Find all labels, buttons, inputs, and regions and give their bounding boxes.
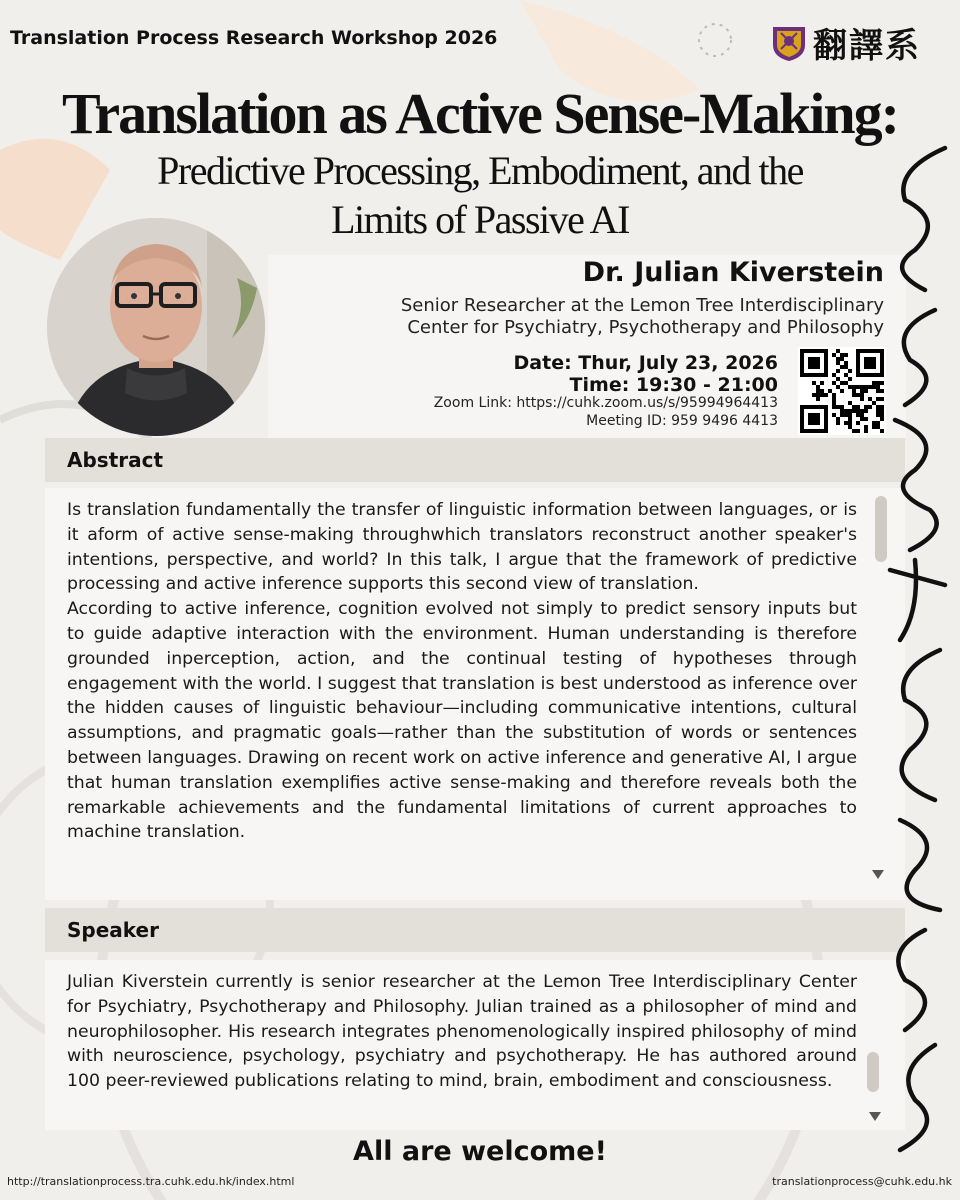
speaker-photo bbox=[47, 218, 265, 436]
meeting-id: Meeting ID: 959 9496 4413 bbox=[586, 413, 778, 429]
abstract-header bbox=[45, 438, 905, 482]
cuhk-crest-icon bbox=[771, 23, 807, 63]
footer-website-link[interactable]: http://translationprocess.tra.cuhk.edu.hk/index.html bbox=[7, 1175, 295, 1188]
abstract-panel[interactable] bbox=[45, 488, 905, 900]
footer-email-link[interactable]: translationprocess@cuhk.edu.hk bbox=[772, 1175, 952, 1188]
speaker-bio: Julian Kiverstein currently is senior researcher at the Lemon Tree Interdisciplinary Center for Psychiatry, Psychotherapy and Philosophy. Julian trained as a philosopher of mind and neurophilosopher. His research integrates phenomenologically inspired philosophy of mind with neuroscience, psychology, psychiatry and psychotherapy. He has authored around 100 peer-reviewed publications relating to mind, brain, embodiment and consciousness. bbox=[67, 972, 857, 1092]
translation-script-decoration bbox=[875, 140, 960, 1160]
talk-title-line-1: Translation as Active Sense-Making: bbox=[62, 81, 898, 146]
welcome-message: All are welcome! bbox=[353, 1136, 607, 1167]
talk-title-line-2: Predictive Processing, Embodiment, and the bbox=[157, 148, 803, 193]
department-logo bbox=[771, 18, 921, 67]
event-date: Date: Thur, July 23, 2026 bbox=[513, 352, 778, 374]
speaker-affiliation bbox=[284, 295, 884, 339]
zoom-link[interactable]: Zoom Link: https://cuhk.zoom.us/s/95994964413 bbox=[433, 395, 778, 411]
speaker-heading: Speaker bbox=[67, 918, 159, 942]
speaker-header bbox=[45, 908, 905, 952]
abstract-paragraph-1: Is translation fundamentally the transfer of linguistic information between languages, or is it aform of active sense-making throughwhich translators reconstruct another speaker's intentions, perspective, and world? In this talk, I argue that the framework of predictive processing and active inference supports this second view of translation. bbox=[67, 500, 857, 595]
abstract-paragraph-2: According to active inference, cognition evolved not simply to predict sensory inputs but to guide adaptive interaction with the environment. Human understanding is therefore grounded inperception, action, and the continual testing of hypotheses through engagement with the world. I suggest that translation is best understood as inference over the hidden causes of linguistic behaviour—including communicative intentions, cultural assumptions, and pragmatic goals—rather than the substitution of words or sentences between languages. Drawing on recent work on active inference and generative AI, I argue that human translation exemplifies active sense-making and therefore reveals both the remarkable achievements and the fundamental limitations of current approaches to machine translation. bbox=[67, 599, 857, 843]
affiliation-line-2: Center for Psychiatry, Psychotherapy and Philosophy bbox=[407, 317, 884, 338]
speaker-name: Dr. Julian Kiverstein bbox=[582, 257, 884, 288]
abstract-heading: Abstract bbox=[67, 448, 164, 472]
qr-code-icon[interactable] bbox=[798, 347, 886, 435]
department-logo-text: 翻譯系 bbox=[813, 26, 921, 66]
affiliation-line-1: Senior Researcher at the Lemon Tree Interdisciplinary bbox=[400, 295, 884, 316]
abstract-text bbox=[67, 498, 857, 845]
event-info-card bbox=[268, 255, 906, 438]
event-time: Time: 19:30 - 21:00 bbox=[569, 374, 778, 396]
talk-title-line-3: Limits of Passive AI bbox=[331, 197, 629, 242]
speaker-panel[interactable] bbox=[45, 960, 905, 1130]
workshop-title: Translation Process Research Workshop 2026 bbox=[10, 27, 498, 49]
